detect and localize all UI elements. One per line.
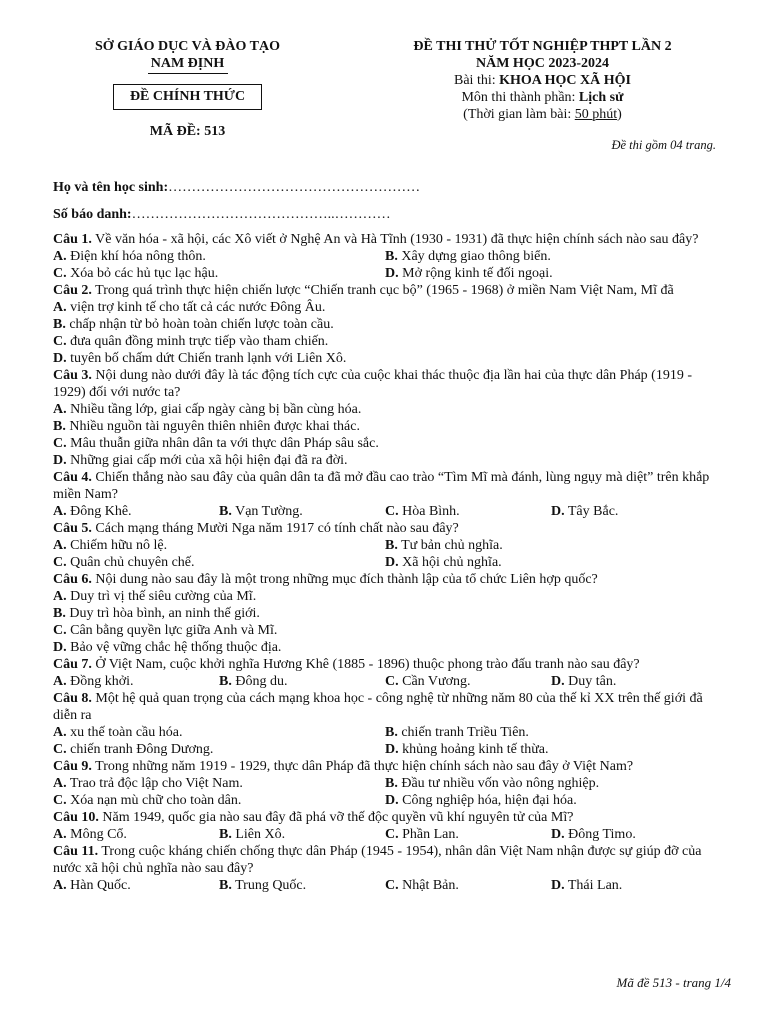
option-letter: B.	[385, 249, 398, 264]
option-text: Trung Quốc.	[231, 878, 307, 893]
option-letter: B.	[53, 419, 66, 434]
option-letter: A.	[53, 674, 67, 689]
question-stem: Năm 1949, quốc gia nào sau đây đã phá vỡ thế độc quyền vũ khí nguyên tử của Mĩ?	[98, 810, 574, 825]
answer-option[interactable]	[53, 877, 131, 894]
question-stem: Nội dung nào dưới đây là tác động tích cực của cuộc khai thác thuộc địa lần hai của thực dân Pháp (1919 - 1929) đối với nước ta?	[53, 368, 692, 400]
option-text: chiến tranh Đông Dương.	[66, 742, 214, 757]
answer-option[interactable]	[385, 673, 471, 690]
option-text: Hòa Bình.	[398, 504, 460, 519]
option-letter: D.	[53, 351, 67, 366]
answer-option[interactable]	[53, 452, 348, 469]
question-stem: Ở Việt Nam, cuộc khởi nghĩa Hương Khê (1885 - 1896) thuộc phong trào đấu tranh nào sau đây?	[91, 657, 640, 672]
option-text: chiến tranh Triều Tiên.	[397, 725, 529, 740]
option-letter: D.	[551, 878, 565, 893]
official-label: ĐỀ CHÍNH THỨC	[113, 84, 262, 110]
subject-prefix: Môn thi thành phần:	[461, 90, 579, 105]
option-text: Hàn Quốc.	[66, 878, 131, 893]
student-id-dots: ……………………………………..…………	[131, 207, 391, 222]
question-1	[53, 231, 719, 282]
answer-option[interactable]	[551, 826, 636, 843]
option-text: Đông Timo.	[564, 827, 636, 842]
option-text: Cân bằng quyền lực giữa Anh và Mĩ.	[66, 623, 278, 638]
answer-option[interactable]	[53, 418, 360, 435]
answer-option[interactable]	[385, 775, 599, 792]
option-letter: D.	[551, 674, 565, 689]
option-letter: A.	[53, 249, 67, 264]
header-right	[360, 38, 725, 123]
question-4	[53, 469, 719, 520]
option-row	[53, 316, 719, 333]
option-text: xu thế toàn cầu hóa.	[66, 725, 183, 740]
answer-option[interactable]	[53, 248, 206, 265]
option-letter: D.	[53, 453, 67, 468]
option-row	[53, 418, 719, 435]
question-stem: Trong cuộc kháng chiến chống thực dân Pháp (1945 - 1954), nhân dân Việt Nam nhận được sự giúp đỡ của nước xã hội chủ nghĩa nào sau đây?	[53, 844, 702, 876]
school-year: NĂM HỌC 2023-2024	[476, 56, 609, 71]
option-text: Đầu tư nhiều vốn vào nông nghiệp.	[397, 776, 600, 791]
option-text: tuyên bố chấm dứt Chiến tranh lạnh với Liên Xô.	[66, 351, 347, 366]
option-text: Duy trì hòa bình, an ninh thế giới.	[65, 606, 260, 621]
question-number: Câu 10.	[53, 810, 99, 825]
question-number: Câu 2.	[53, 283, 92, 298]
pages-note: Đề thi gồm 04 trang.	[611, 138, 716, 152]
answer-option[interactable]	[385, 503, 460, 520]
option-row	[53, 639, 719, 656]
test-name: KHOA HỌC XÃ HỘI	[499, 73, 631, 88]
option-row	[53, 673, 719, 690]
student-name-dots: ………………………………………………	[168, 180, 421, 195]
option-text: Đông Khê.	[66, 504, 132, 519]
answer-option[interactable]	[53, 537, 167, 554]
question-stem: Nội dung nào sau đây là một trong những mục đích thành lập của tổ chức Liên hợp quốc?	[91, 572, 598, 587]
option-letter: B.	[219, 878, 232, 893]
option-text: Điện khí hóa nông thôn.	[66, 249, 206, 264]
option-text: Vạn Tường.	[231, 504, 303, 519]
question-text	[53, 231, 719, 248]
option-letter: C.	[53, 742, 67, 757]
option-text: Nhiều tầng lớp, giai cấp ngày càng bị bần cùng hóa.	[66, 402, 362, 417]
option-letter: C.	[385, 504, 399, 519]
option-text: Xóa bỏ các hủ tục lạc hậu.	[66, 266, 219, 281]
answer-option[interactable]	[53, 299, 325, 316]
option-row	[53, 741, 719, 758]
option-text: Phần Lan.	[398, 827, 459, 842]
option-letter: B.	[385, 725, 398, 740]
question-number: Câu 6.	[53, 572, 92, 587]
option-row	[53, 588, 719, 605]
option-text: Mông Cổ.	[66, 827, 127, 842]
question-number: Câu 3.	[53, 368, 92, 383]
option-text: Đồng khởi.	[66, 674, 134, 689]
question-stem: Một hệ quả quan trọng của cách mạng khoa học - công nghệ từ những năm 80 của thế kỉ XX trên thế giới đã diễn ra	[53, 691, 703, 723]
question-number: Câu 4.	[53, 470, 92, 485]
time-prefix: (Thời gian làm bài:	[463, 107, 575, 122]
answer-option[interactable]	[219, 673, 287, 690]
option-text: Nhật Bản.	[398, 878, 459, 893]
answer-option[interactable]	[385, 792, 577, 809]
question-text	[53, 282, 719, 299]
option-row	[53, 537, 719, 554]
answer-option[interactable]	[53, 826, 127, 843]
option-letter: A.	[53, 300, 67, 315]
question-stem: Trong những năm 1919 - 1929, thực dân Pháp đã thực hiện chính sách nào sau đây ở Việt Nam?	[91, 759, 634, 774]
option-letter: C.	[385, 827, 399, 842]
question-number: Câu 7.	[53, 657, 92, 672]
answer-option[interactable]	[385, 554, 502, 571]
answer-option[interactable]	[53, 622, 277, 639]
option-row	[53, 265, 719, 282]
question-2	[53, 282, 719, 367]
answer-option[interactable]	[385, 265, 553, 282]
option-text: Duy tân.	[564, 674, 617, 689]
option-row	[53, 792, 719, 809]
option-row	[53, 724, 719, 741]
option-letter: C.	[53, 793, 67, 808]
option-text: Nhiều nguồn tài nguyên thiên nhiên được khai thác.	[65, 419, 360, 434]
option-text: Đông du.	[231, 674, 288, 689]
answer-option[interactable]	[53, 435, 379, 452]
answer-option[interactable]	[551, 673, 616, 690]
option-text: viện trợ kinh tế cho tất cả các nước Đông Âu.	[66, 300, 326, 315]
answer-option[interactable]	[219, 503, 303, 520]
option-letter: C.	[53, 266, 67, 281]
option-row	[53, 401, 719, 418]
answer-option[interactable]	[219, 826, 285, 843]
time-value: 50 phút	[574, 107, 618, 122]
option-letter: D.	[551, 827, 565, 842]
question-text	[53, 469, 719, 503]
option-letter: D.	[53, 640, 67, 655]
question-text	[53, 520, 719, 537]
answer-option[interactable]	[219, 877, 306, 894]
subject-line	[360, 89, 725, 106]
subject-name: Lịch sử	[578, 90, 624, 105]
test-line	[360, 72, 725, 89]
student-name-line	[53, 180, 420, 196]
answer-option[interactable]	[551, 503, 618, 520]
option-letter: A.	[53, 589, 67, 604]
question-3	[53, 367, 719, 469]
option-text: Xã hội chủ nghĩa.	[398, 555, 502, 570]
question-10	[53, 809, 719, 843]
option-row	[53, 605, 719, 622]
province-name: NAM ĐỊNH	[150, 56, 225, 71]
answer-option[interactable]	[53, 741, 213, 758]
question-number: Câu 11.	[53, 844, 99, 859]
option-letter: A.	[53, 878, 67, 893]
question-text	[53, 367, 719, 401]
answer-option[interactable]	[53, 554, 195, 571]
option-letter: C.	[53, 436, 67, 451]
answer-option[interactable]	[53, 265, 218, 282]
question-number: Câu 5.	[53, 521, 92, 536]
option-text: Công nghiệp hóa, hiện đại hóa.	[398, 793, 577, 808]
option-row	[53, 299, 719, 316]
option-letter: B.	[385, 776, 398, 791]
option-text: Bảo vệ vững chắc hệ thống thuộc địa.	[66, 640, 282, 655]
question-5	[53, 520, 719, 571]
answer-option[interactable]	[385, 537, 503, 554]
answer-option[interactable]	[53, 333, 328, 350]
option-text: Tư bản chủ nghĩa.	[397, 538, 503, 553]
question-6	[53, 571, 719, 656]
question-7	[53, 656, 719, 690]
answer-option[interactable]	[53, 673, 134, 690]
option-letter: C.	[385, 674, 399, 689]
option-letter: D.	[385, 793, 399, 808]
option-text: Quân chủ chuyên chế.	[66, 555, 195, 570]
answer-option[interactable]	[53, 503, 132, 520]
answer-option[interactable]	[53, 775, 243, 792]
option-text: Duy trì vị thế siêu cường của Mĩ.	[66, 589, 257, 604]
option-letter: D.	[385, 555, 399, 570]
option-text: Liên Xô.	[231, 827, 286, 842]
question-9	[53, 758, 719, 809]
divider	[148, 73, 228, 74]
option-row	[53, 248, 719, 265]
option-row	[53, 350, 719, 367]
option-letter: D.	[551, 504, 565, 519]
header-left	[55, 38, 320, 140]
question-stem: Cách mạng tháng Mười Nga năm 1917 có tính chất nào sau đây?	[91, 521, 459, 536]
option-letter: A.	[53, 827, 67, 842]
option-letter: B.	[385, 538, 398, 553]
option-row	[53, 877, 719, 894]
student-id-label: Số báo danh:	[53, 207, 132, 222]
option-text: Xây dựng giao thông biển.	[397, 249, 551, 264]
option-letter: C.	[385, 878, 399, 893]
student-name-label: Họ và tên học sinh:	[53, 180, 169, 195]
answer-option[interactable]	[53, 792, 241, 809]
option-row	[53, 775, 719, 792]
student-id-line	[53, 207, 391, 223]
question-number: Câu 9.	[53, 759, 92, 774]
option-text: Mâu thuẫn giữa nhân dân ta với thực dân Pháp sâu sắc.	[66, 436, 379, 451]
option-letter: B.	[219, 504, 232, 519]
time-line	[360, 106, 725, 123]
option-letter: C.	[53, 623, 67, 638]
option-letter: D.	[385, 742, 399, 757]
answer-option[interactable]	[53, 588, 256, 605]
answer-option[interactable]	[53, 639, 281, 656]
test-prefix: Bài thi:	[454, 73, 500, 88]
option-text: Thái Lan.	[564, 878, 623, 893]
question-text	[53, 809, 719, 826]
option-letter: B.	[53, 606, 66, 621]
option-row	[53, 826, 719, 843]
option-text: Trao trả độc lập cho Việt Nam.	[66, 776, 243, 791]
answer-option[interactable]	[385, 248, 551, 265]
question-number: Câu 8.	[53, 691, 92, 706]
answer-option[interactable]	[53, 316, 334, 333]
answer-option[interactable]	[53, 401, 361, 418]
option-letter: A.	[53, 538, 67, 553]
time-suffix: )	[617, 107, 622, 122]
question-stem: Trong quá trình thực hiện chiến lược “Chiến tranh cục bộ” (1965 - 1968) ở miền Nam Việt Nam, Mĩ đã	[91, 283, 674, 298]
option-letter: A.	[53, 776, 67, 791]
option-row	[53, 435, 719, 452]
question-11	[53, 843, 719, 894]
question-text	[53, 656, 719, 673]
question-text	[53, 571, 719, 588]
option-text: Xóa nạn mù chữ cho toàn dân.	[66, 793, 242, 808]
answer-option[interactable]	[53, 605, 260, 622]
question-number: Câu 1.	[53, 232, 92, 247]
option-row	[53, 622, 719, 639]
option-text: Những giai cấp mới của xã hội hiện đại đã ra đời.	[66, 453, 348, 468]
option-text: khủng hoảng kinh tế thừa.	[398, 742, 549, 757]
option-letter: B.	[219, 674, 232, 689]
question-8	[53, 690, 719, 758]
question-text	[53, 843, 719, 877]
answer-option[interactable]	[551, 877, 622, 894]
option-letter: D.	[385, 266, 399, 281]
option-text: Chiếm hữu nô lệ.	[66, 538, 168, 553]
option-row	[53, 452, 719, 469]
exam-title: ĐỀ THI THỬ TỐT NGHIỆP THPT LẦN 2	[413, 39, 672, 54]
answer-option[interactable]	[385, 724, 529, 741]
option-letter: C.	[53, 334, 67, 349]
answer-option[interactable]	[53, 350, 346, 367]
page-footer: Mã đề 513 - trang 1/4	[616, 975, 731, 990]
option-text: chấp nhận từ bỏ hoàn toàn chiến lược toàn cầu.	[65, 317, 334, 332]
question-text	[53, 758, 719, 775]
answer-option[interactable]	[53, 724, 182, 741]
option-text: Tây Bắc.	[564, 504, 619, 519]
option-letter: A.	[53, 402, 67, 417]
option-text: đưa quân đồng minh trực tiếp vào tham chiến.	[66, 334, 329, 349]
option-letter: A.	[53, 504, 67, 519]
option-letter: C.	[53, 555, 67, 570]
question-list	[53, 231, 719, 894]
option-text: Cần Vương.	[398, 674, 471, 689]
option-letter: B.	[219, 827, 232, 842]
option-letter: A.	[53, 725, 67, 740]
option-letter: B.	[53, 317, 66, 332]
question-stem: Chiến thắng nào sau đây của quân dân ta đã mở đầu cao trào “Tìm Mĩ mà đánh, lùng ngụy mà diệt” trên khắp miền Nam?	[53, 470, 710, 502]
answer-option[interactable]	[385, 741, 549, 758]
question-stem: Về văn hóa - xã hội, các Xô viết ở Nghệ An và Hà Tĩnh (1930 - 1931) đã thực hiện chính sách nào sau đây?	[91, 232, 699, 247]
answer-option[interactable]	[385, 826, 459, 843]
exam-code: MÃ ĐỀ: 513	[149, 124, 226, 139]
question-text	[53, 690, 719, 724]
option-row	[53, 333, 719, 350]
option-text: Mở rộng kinh tế đối ngoại.	[398, 266, 553, 281]
department-name: SỞ GIÁO DỤC VÀ ĐÀO TẠO	[94, 39, 280, 54]
option-row	[53, 503, 719, 520]
answer-option[interactable]	[385, 877, 459, 894]
option-row	[53, 554, 719, 571]
